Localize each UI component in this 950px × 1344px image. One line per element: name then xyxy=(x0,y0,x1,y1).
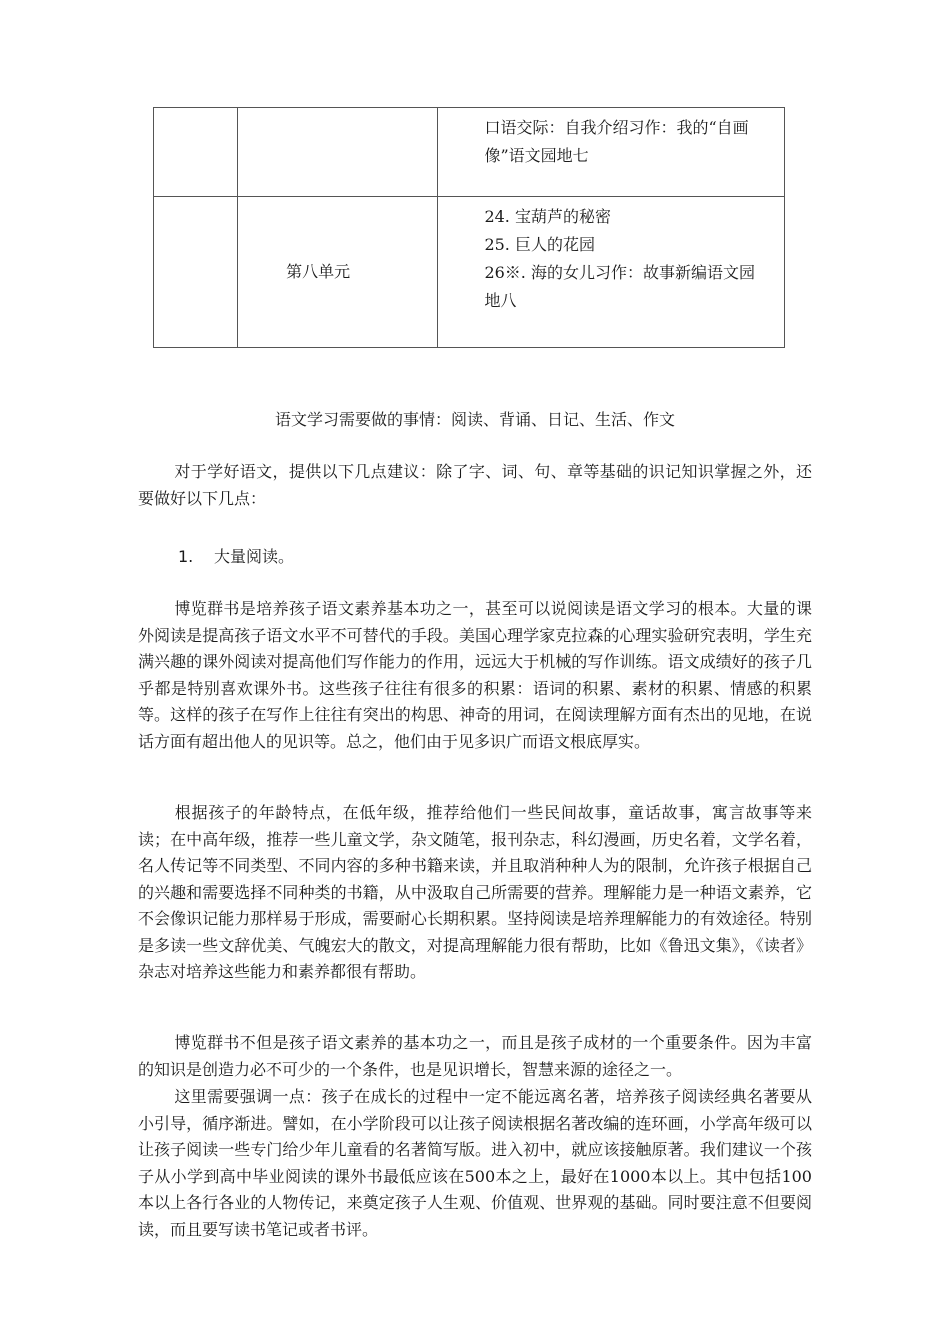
lesson-line: 地八 xyxy=(484,291,517,310)
table-row xyxy=(154,197,785,348)
body-paragraph xyxy=(138,800,812,986)
table-row xyxy=(154,108,785,197)
table-cell-empty xyxy=(154,197,238,348)
list-item xyxy=(178,544,294,570)
table-cell-lessons xyxy=(438,108,785,197)
section-title: 语文学习需要做的事情：阅读、背诵、日记、生活、作文 xyxy=(274,410,675,429)
body-paragraph xyxy=(138,1084,812,1243)
lesson-line: 口语交际：自我介绍习作：我的“自画 xyxy=(484,118,749,137)
lesson-line: 像”语文园地七 xyxy=(484,146,589,165)
curriculum-table xyxy=(153,107,785,348)
intro-paragraph xyxy=(138,459,812,512)
lesson-line: 26※. 海的女儿习作：故事新编语文园 xyxy=(484,263,755,282)
table-cell-lessons xyxy=(438,197,785,348)
list-text: 大量阅读。 xyxy=(214,547,295,566)
list-number: 1. xyxy=(178,547,194,566)
unit-name: 第八单元 xyxy=(238,197,438,348)
paragraph-text: 博览群书不但是孩子语文素养的基本功之一，而且是孩子成材的一个重要条件。因为丰富的知识是创造力必不可少的一个条件，也是见识增长，智慧来源的途径之一。 xyxy=(138,1033,812,1079)
table-cell-empty xyxy=(154,108,238,197)
intro-text: 对于学好语文，提供以下几点建议：除了字、词、句、章等基础的识记知识掌握之外，还要做好以下几点： xyxy=(138,462,812,508)
lesson-line: 25. 巨人的花园 xyxy=(484,235,595,254)
body-paragraph xyxy=(138,1030,812,1083)
paragraph-text: 博览群书是培养孩子语文素养基本功之一，甚至可以说阅读是语文学习的根本。大量的课外阅读是提高孩子语文水平不可替代的手段。美国心理学家克拉森的心理实验研究表明，学生充满兴趣的课外阅读对提高他们写作能力的作用，远远大于机械的写作训练。语文成绩好的孩子几乎都是特别喜欢课外书。这些孩子往往有很多的积累：语词的积累、素材的积累、情感的积累等。这样的孩子在写作上往往有突出的构思、神奇的用词，在阅读理解方面有杰出的见地，在说话方面有超出他人的见识等。总之，他们由于见多识广而语文根底厚实。 xyxy=(138,599,812,751)
body-paragraph xyxy=(138,596,812,755)
table-cell-unit xyxy=(238,108,438,197)
paragraph-text: 这里需要强调一点：孩子在成长的过程中一定不能远离名著，培养孩子阅读经典名著要从小引导，循序渐进。譬如，在小学阶段可以让孩子阅读根据名著改编的连环画，小学高年级可以让孩子阅读一些专门给少年儿童看的名著简写版。进入初中，就应该接触原著。我们建议一个孩子从小学到高中毕业阅读的课外书最低应该在500本之上，最好在1000本以上。其中包括100本以上各行各业的人物传记，来奠定孩子人生观、价值观、世界观的基础。同时要注意不但要阅读，而且要写读书笔记或者书评。 xyxy=(138,1087,812,1239)
lesson-line: 24. 宝葫芦的秘密 xyxy=(484,207,611,226)
paragraph-text: 根据孩子的年龄特点，在低年级，推荐给他们一些民间故事，童话故事，寓言故事等来读；在中高年级，推荐一些儿童文学，杂文随笔，报刊杂志，科幻漫画，历史名着，文学名着，名人传记等不同类型、不同内容的多种书籍来读，并且取消种种人为的限制，允许孩子根据自己的兴趣和需要选择不同种类的书籍，从中汲取自己所需要的营养。理解能力是一种语文素养，它不会像识记能力那样易于形成，需要耐心长期积累。坚持阅读是培养理解能力的有效途径。特别是多读一些文辞优美、气魄宏大的散文，对提高理解能力很有帮助，比如《鲁迅文集》，《读者》杂志对培养这些能力和素养都很有帮助。 xyxy=(138,803,812,981)
